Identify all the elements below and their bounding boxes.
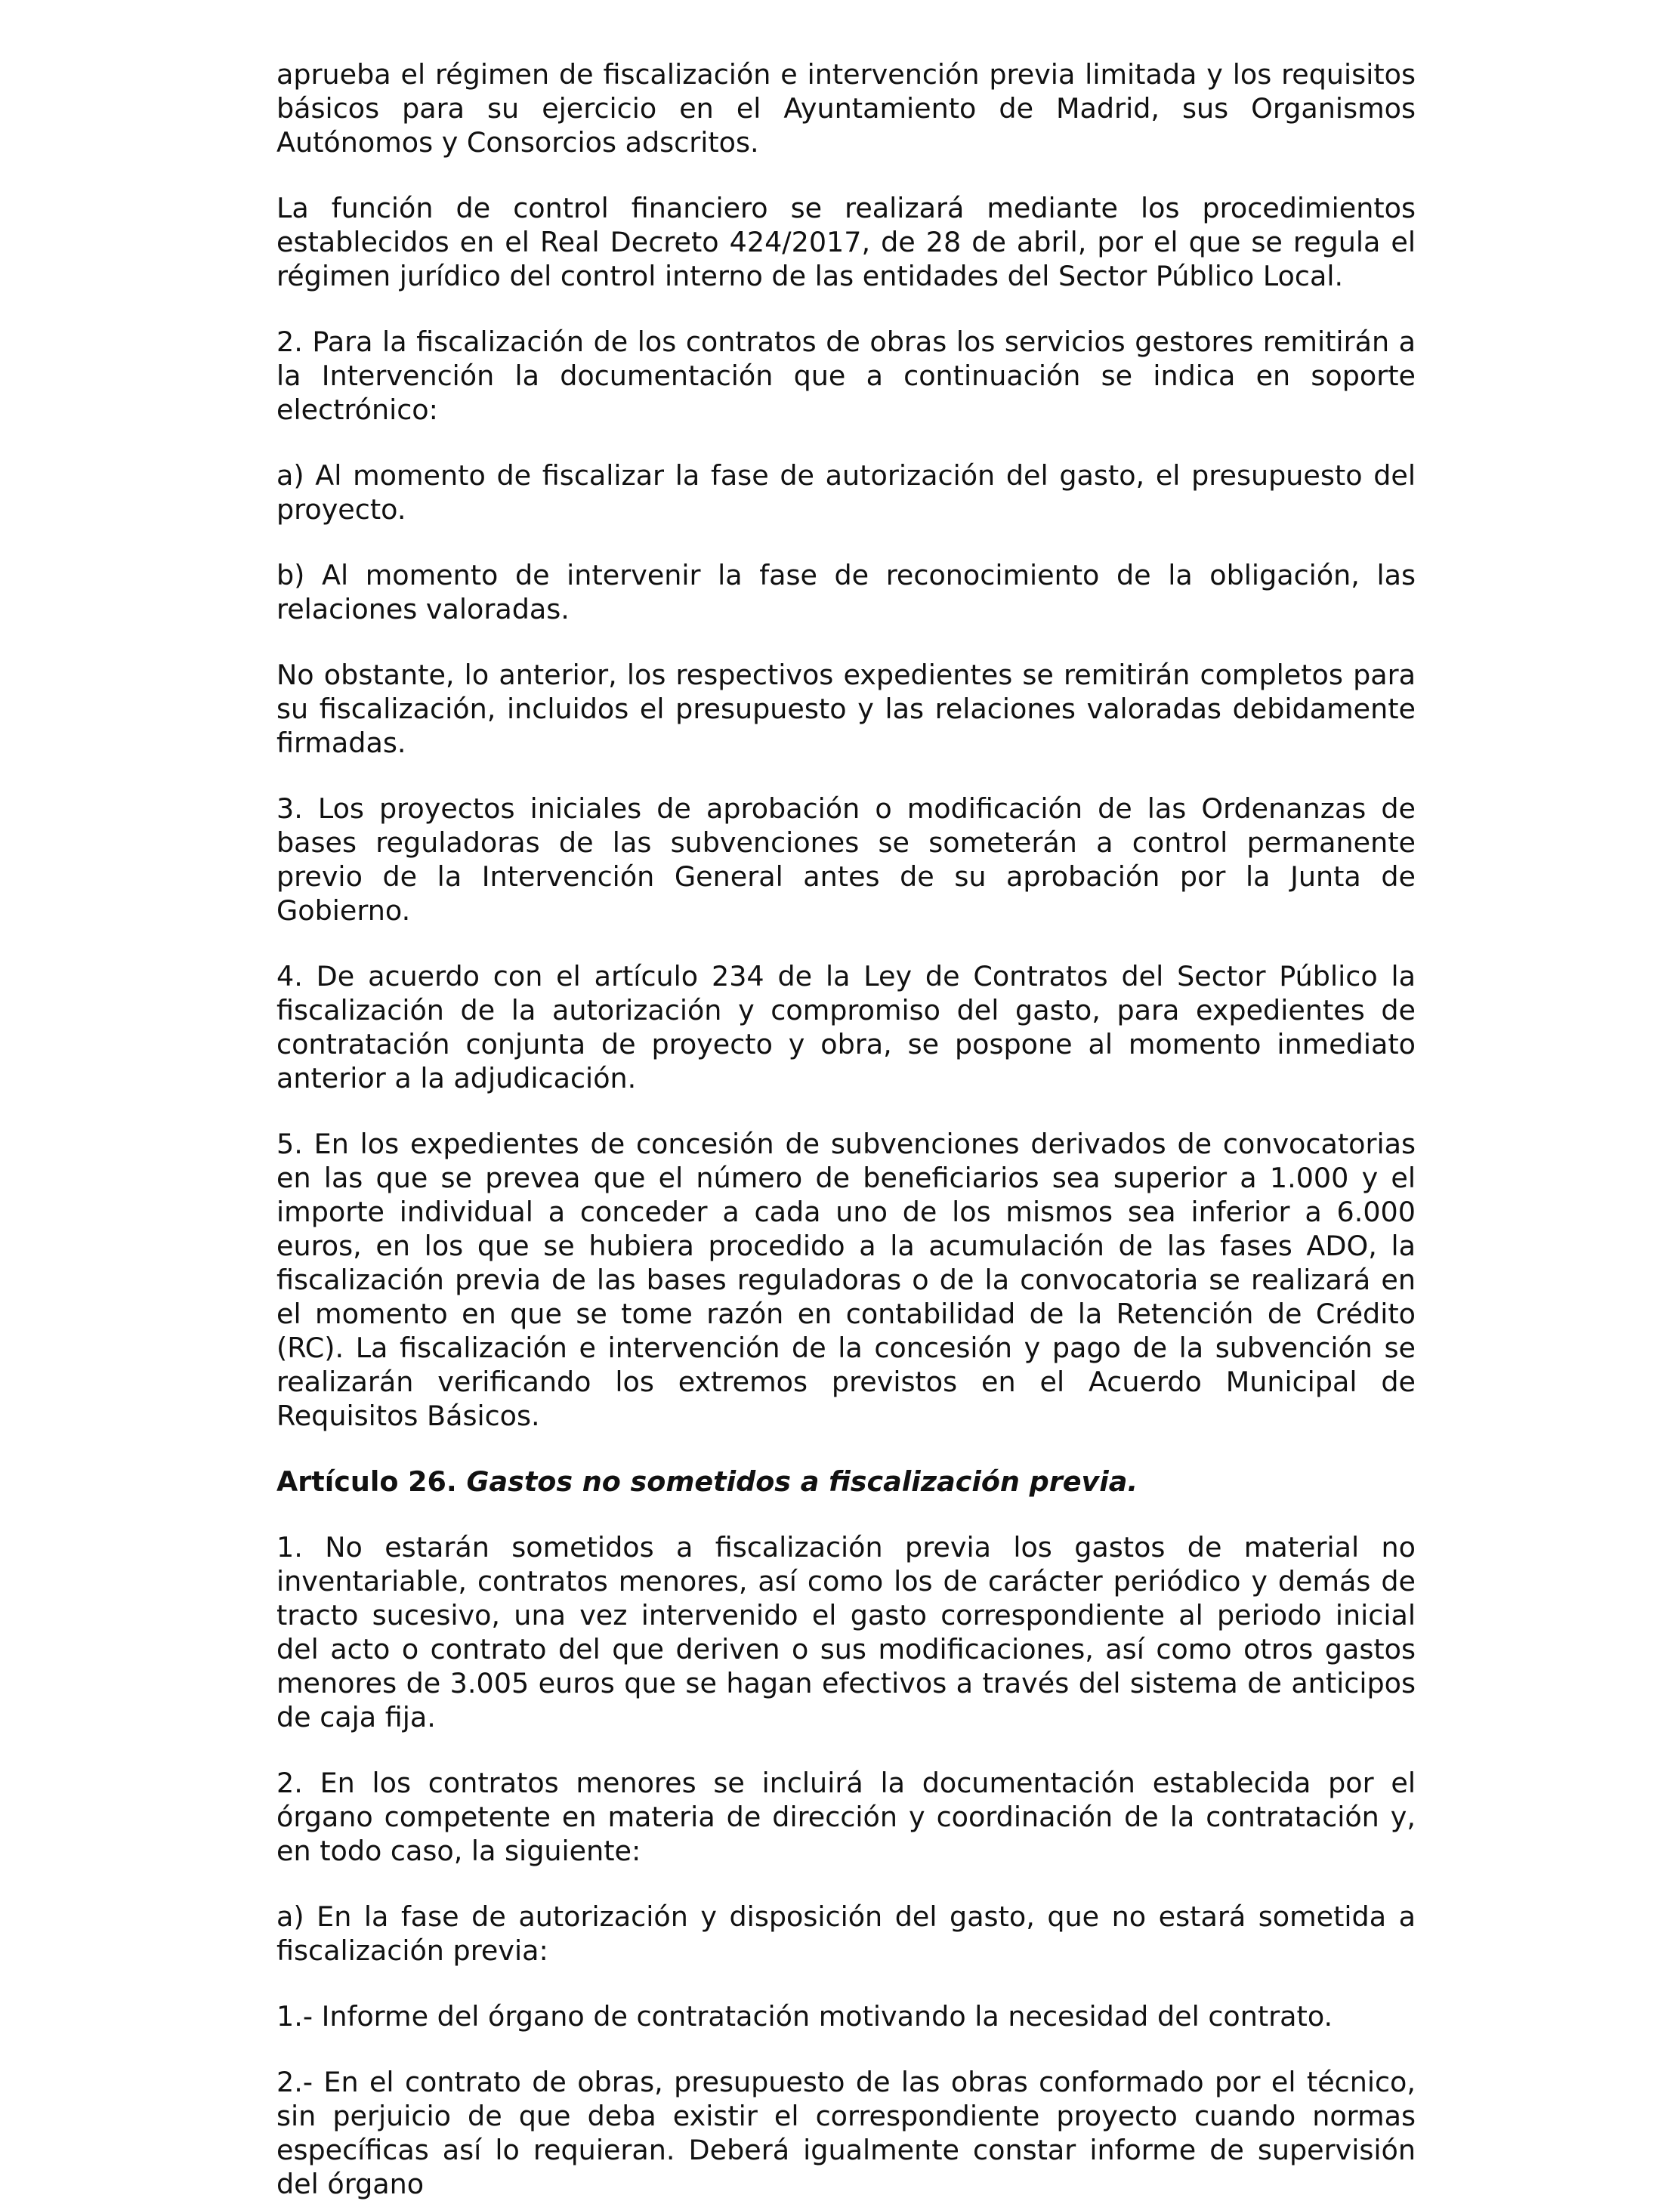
paragraph-regimen-fiscalizacion: aprueba el régimen de fiscalización e intervención previa limitada y los requisitos básicos para su ejercicio en el Ayuntamiento de Madrid, sus Organismos Autónomos y Consorcios adscritos. [276,58,1416,159]
document-page [276,57,1416,2201]
article-heading [276,1465,1416,1499]
paragraph-articulo-234: 4. De acuerdo con el artículo 234 de la Ley de Contratos del Sector Público la fiscalización de la autorización y compromiso del gasto, para expedientes de contratación conjunta de proyecto y obra, se pospone al momento inmediato anterior a la adjudicación. [276,960,1416,1094]
paragraph-contratos-menores: 2. En los contratos menores se incluirá la documentación establecida por el órgano competente en materia de dirección y coordinación de la contratación y, en todo caso, la siguiente: [276,1767,1416,1867]
paragraph-subvenciones-convocatorias: 5. En los expedientes de concesión de subvenciones derivados de convocatorias en las que se prevea que el número de beneficiarios sea superior a 1.000 y el importe individual a conceder a cada uno de los mismos sea inferior a 6.000 euros, en los que se hubiera procedido a la acumulación de las fases ADO, la fiscalización previa de las bases reguladoras o de la convocatoria se realizará en el momento en que se tome razón en contabilidad de la Retención de Crédito (RC). La fiscalización e intervención de la concesión y pago de la subvención se realizarán verificando los extremos previstos en el Acuerdo Municipal de Requisitos Básicos. [276,1128,1416,1432]
article-title: Gastos no sometidos a fiscalización previa. [466,1465,1138,1498]
paragraph-item-a-autorizacion: a) Al momento de fiscalizar la fase de autorización del gasto, el presupuesto del proyecto. [276,459,1416,526]
paragraph-ordenanzas-bases: 3. Los proyectos iniciales de aprobación o modificación de las Ordenanzas de bases reguladoras de las subvenciones se someterán a control permanente previo de la Intervención General antes de su aprobación por la Junta de Gobierno. [276,792,1416,927]
paragraph-contratos-obras: 2. Para la fiscalización de los contratos de obras los servicios gestores remitirán a la Intervención la documentación que a continuación se indica en soporte electrónico: [276,326,1416,426]
paragraph-fase-autorizacion-disposicion: a) En la fase de autorización y disposición del gasto, que no estará sometida a fiscalización previa: [276,1900,1416,1967]
paragraph-presupuesto-obras: 2.- En el contrato de obras, presupuesto de las obras conformado por el técnico, sin perjuicio de que deba existir el correspondiente proyecto cuando normas específicas así lo requieran. Deberá igualmente constar informe de supervisión del órgano [276,2066,1416,2200]
paragraph-control-financiero: La función de control financiero se realizará mediante los procedimientos establecidos en el Real Decreto 424/2017, de 28 de abril, por el que se regula el régimen jurídico del control interno de las entidades del Sector Público Local. [276,192,1416,292]
paragraph-no-obstante: No obstante, lo anterior, los respectivos expedientes se remitirán completos para su fiscalización, incluidos el presupuesto y las relaciones valoradas debidamente firmadas. [276,659,1416,759]
article-label: Artículo 26. [276,1465,457,1498]
paragraph-informe-organo: 1.- Informe del órgano de contratación motivando la necesidad del contrato. [276,2000,1333,2033]
paragraph-gastos-no-sometidos: 1. No estarán sometidos a fiscalización previa los gastos de material no inventariable, contratos menores, así como los de carácter periódico y demás de tracto sucesivo, una vez intervenido el gasto correspondiente al periodo inicial del acto o contrato del que deriven o sus modificaciones, así como otros gastos menores de 3.005 euros que se hagan efectivos a través del sistema de anticipos de caja fija. [276,1531,1416,1733]
paragraph-item-b-reconocimiento: b) Al momento de intervenir la fase de reconocimiento de la obligación, las relaciones valoradas. [276,559,1416,625]
